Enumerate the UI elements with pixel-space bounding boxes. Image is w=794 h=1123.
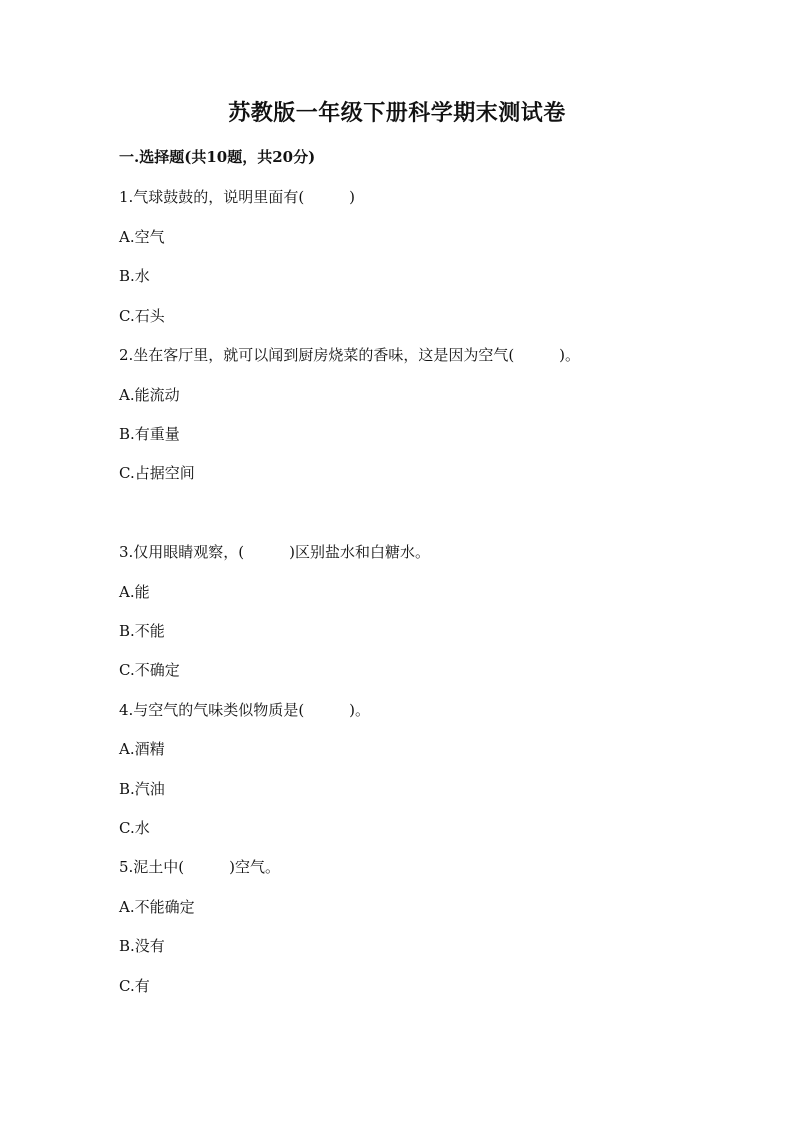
question-5: 5.泥土中( )空气。	[119, 858, 281, 876]
q3-option-b: B.不能	[119, 622, 165, 640]
q3-option-c: C.不确定	[119, 661, 180, 679]
q2-option-a: A.能流动	[119, 386, 180, 404]
q5-option-c: C.有	[119, 977, 150, 995]
question-1: 1.气球鼓鼓的，说明里面有( )	[119, 188, 356, 206]
q5-option-a: A.不能确定	[119, 898, 195, 916]
question-3: 3.仅用眼睛观察，( )区别盐水和白糖水。	[119, 543, 431, 561]
q1-option-b: B.水	[119, 267, 150, 285]
q4-option-b: B.汽油	[119, 780, 165, 798]
q4-option-a: A.酒精	[119, 740, 165, 758]
q5-option-b: B.没有	[119, 937, 165, 955]
q2-option-b: B.有重量	[119, 425, 180, 443]
section-heading: 一.选择题(共10题，共20分)	[119, 148, 316, 166]
question-2: 2.坐在客厅里，就可以闻到厨房烧菜的香味，这是因为空气( )。	[119, 346, 581, 364]
q1-option-a: A.空气	[119, 228, 165, 246]
page-title: 苏教版一年级下册科学期末测试卷	[228, 100, 566, 126]
question-4: 4.与空气的气味类似物质是( )。	[119, 701, 371, 719]
q4-option-c: C.水	[119, 819, 150, 837]
q2-option-c: C.占据空间	[119, 464, 195, 482]
q3-option-a: A.能	[119, 583, 150, 601]
q1-option-c: C.石头	[119, 307, 165, 325]
